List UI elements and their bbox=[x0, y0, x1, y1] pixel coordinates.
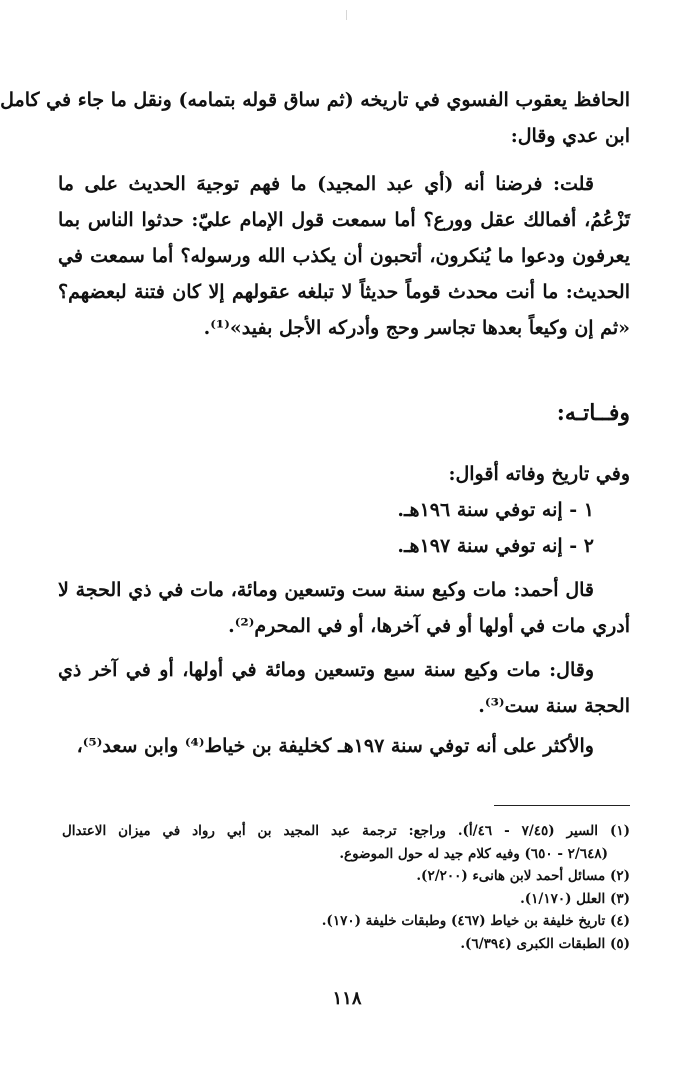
footnote-line: (٥) الطبقات الكبرى (٦/٣٩٤). bbox=[460, 935, 630, 952]
page-number: ١١٨ bbox=[332, 988, 362, 1009]
footnote-line: (١) السير (٧/٤٥ - ٤٦/أ). وراجع: ترجمة عبد المجيد بن أبي رواد في ميزان الاعتدال bbox=[62, 823, 630, 839]
list-item: ١ - إنه توفي سنة ١٩٦هـ. bbox=[397, 499, 594, 521]
text-line: قلت: فرضنا أنه (أي عبد المجيد) ما فهم توجيهَ الحديث على ما bbox=[58, 173, 594, 195]
text-line: يعرفون ودعوا ما يُنكرون، أتحبون أن يكذب الله ورسوله؟ أما سمعت في bbox=[58, 245, 630, 267]
text-line: تَزْعُمُ، أفمالك عقل وورع؟ أما سمعت قول الإمام عليّ: حدثوا الناس بما bbox=[58, 209, 630, 231]
list-item: ٢ - إنه توفي سنة ١٩٧هـ. bbox=[397, 535, 594, 557]
text-line: الحجة سنة ست⁽³⁾. bbox=[478, 695, 630, 717]
text-line: الحديث: ما أنت محدث قوماً حديثاً لا تبلغه عقولهم إلا كان فتنة لبعضهم؟ bbox=[58, 281, 630, 303]
majority-paragraph bbox=[58, 734, 630, 758]
text-line: «ثم إن وكيعاً بعدها تجاسر وحج وأدركه الأجل بفيد»⁽¹⁾. bbox=[203, 317, 630, 339]
footnote-line: (٢) مسائل أحمد لابن هانىء (٢/٢٠٠). bbox=[416, 868, 630, 884]
text-line: ابن عدي وقال: bbox=[510, 125, 630, 147]
footnote-line: (٣) العلل (١/١٧٠). bbox=[520, 890, 630, 907]
comment-paragraph bbox=[58, 172, 630, 340]
section-heading-death: وفــاتـه: bbox=[556, 400, 630, 426]
text-line: وقال: مات وكيع سنة سبع وتسعين ومائة في أولها، أو في آخر ذي bbox=[58, 659, 594, 681]
text-line: الحافظ يعقوب الفسوي في تاريخه (ثم ساق قوله بتمامه) ونقل ما جاء في كامل bbox=[0, 89, 630, 111]
page-crease-mark bbox=[346, 10, 347, 20]
footnote-line: (٢/٦٤٨ - ٦٥٠) وفيه كلام جيد له حول الموضوع. bbox=[339, 845, 608, 862]
text-line: قال أحمد: مات وكيع سنة ست وتسعين ومائة، مات في ذي الحجة لا bbox=[58, 579, 594, 601]
text-line: أدري مات في أولها أو في آخرها، أو في المحرم⁽²⁾. bbox=[228, 615, 630, 637]
intro-paragraph bbox=[0, 88, 630, 148]
ahmad-quote-paragraph bbox=[58, 578, 630, 638]
footnote-separator bbox=[494, 805, 630, 806]
footnotes bbox=[62, 820, 630, 955]
text-line: والأكثر على أنه توفي سنة ١٩٧هـ كخليفة بن خياط⁽⁴⁾ وابن سعد⁽⁵⁾، bbox=[76, 735, 594, 757]
footnote-line: (٤) تاريخ خليفة بن خياط (٤٦٧) وطبقات خليفة (١٧٠). bbox=[321, 913, 630, 929]
text-line: وفي تاريخ وفاته أقوال: bbox=[448, 463, 630, 485]
second-quote-paragraph bbox=[58, 658, 630, 718]
death-intro bbox=[58, 462, 630, 486]
death-dates-list bbox=[200, 498, 594, 558]
